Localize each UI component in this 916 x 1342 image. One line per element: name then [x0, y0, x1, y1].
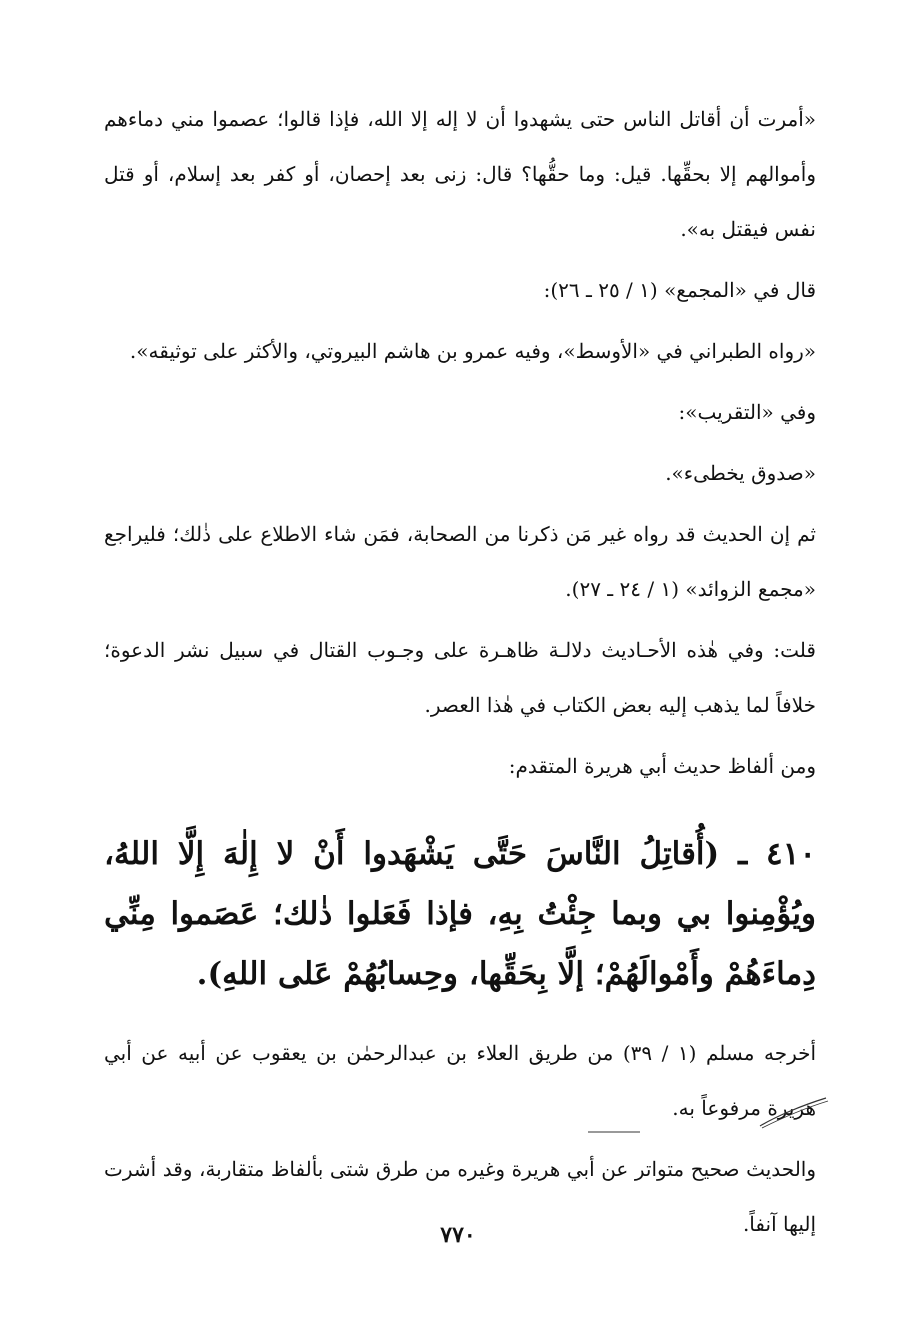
- taqrib-quote: «صدوق يخطىء».: [665, 461, 816, 485]
- mutawatir-note: والحديث صحيح متواتر عن أبي هريرة وغيره من طرق شتى بألفاظ متقاربة، وقد أشرت إليها آنفاً.: [104, 1157, 816, 1236]
- page-number: ٧٧٠: [440, 1222, 476, 1248]
- majma-citation: قال في «المجمع» (١ / ٢٥ ـ ٢٦):: [543, 278, 816, 302]
- taqrib-citation: وفي «التقريب»:: [678, 400, 816, 424]
- page-body: [104, 92, 816, 1258]
- other-companions-paragraph: ثم إن الحديث قد رواه غير مَن ذكرنا من الصحابة، فمَن شاء الاطلاع على ذٰلك؛ فليراجع «مجمع الزوائد» (١ / ٢٤ ـ ٢٧).: [104, 522, 816, 601]
- hadith-410-text: ٤١٠ ـ (أُقاتِلُ النَّاسَ حَتَّى يَشْهَدوا أَنْ لا إِلٰهَ إِلَّا اللهُ، ويُؤْمِنوا بي وبما جِئْتُ بِهِ، فإذا فَعَلوا ذٰلك؛ عَصَموا مِنِّي دِماءَهُمْ وأَمْوالَهُمْ؛ إلَّا بِحَقِّها، وحِسابُهُمْ عَلى اللهِ).: [104, 836, 816, 992]
- hadith-quote-paragraph: «أمرت أن أقاتل الناس حتى يشهدوا أن لا إله إلا الله، فإذا قالوا؛ عصموا مني دماءهم وأموالهم إلا بحقِّها. قيل: وما حقُّها؟ قال: زنى بعد إحصان، أو كفر بعد إسلام، أو قتل نفس فيقتل به».: [104, 107, 816, 241]
- wording-intro: ومن ألفاظ حديث أبي هريرة المتقدم:: [508, 754, 816, 778]
- takhrij-muslim: أخرجه مسلم (١ / ٣٩) من طريق العلاء بن عبدالرحمٰن بن يعقوب عن أبيه عن أبي هريرة مرفوعاً به.: [104, 1041, 817, 1120]
- author-comment-paragraph: قلت: وفي هٰذه الأحـاديث دلالـة ظاهـرة على وجـوب القتال في سبيل نشر الدعوة؛ خلافاً لما يذهب إليه بعض الكتاب في هٰذا العصر.: [104, 638, 816, 717]
- tabarani-quote: «رواه الطبراني في «الأوسط»، وفيه عمرو بن هاشم البيروتي، والأكثر على توثيقه».: [129, 339, 816, 363]
